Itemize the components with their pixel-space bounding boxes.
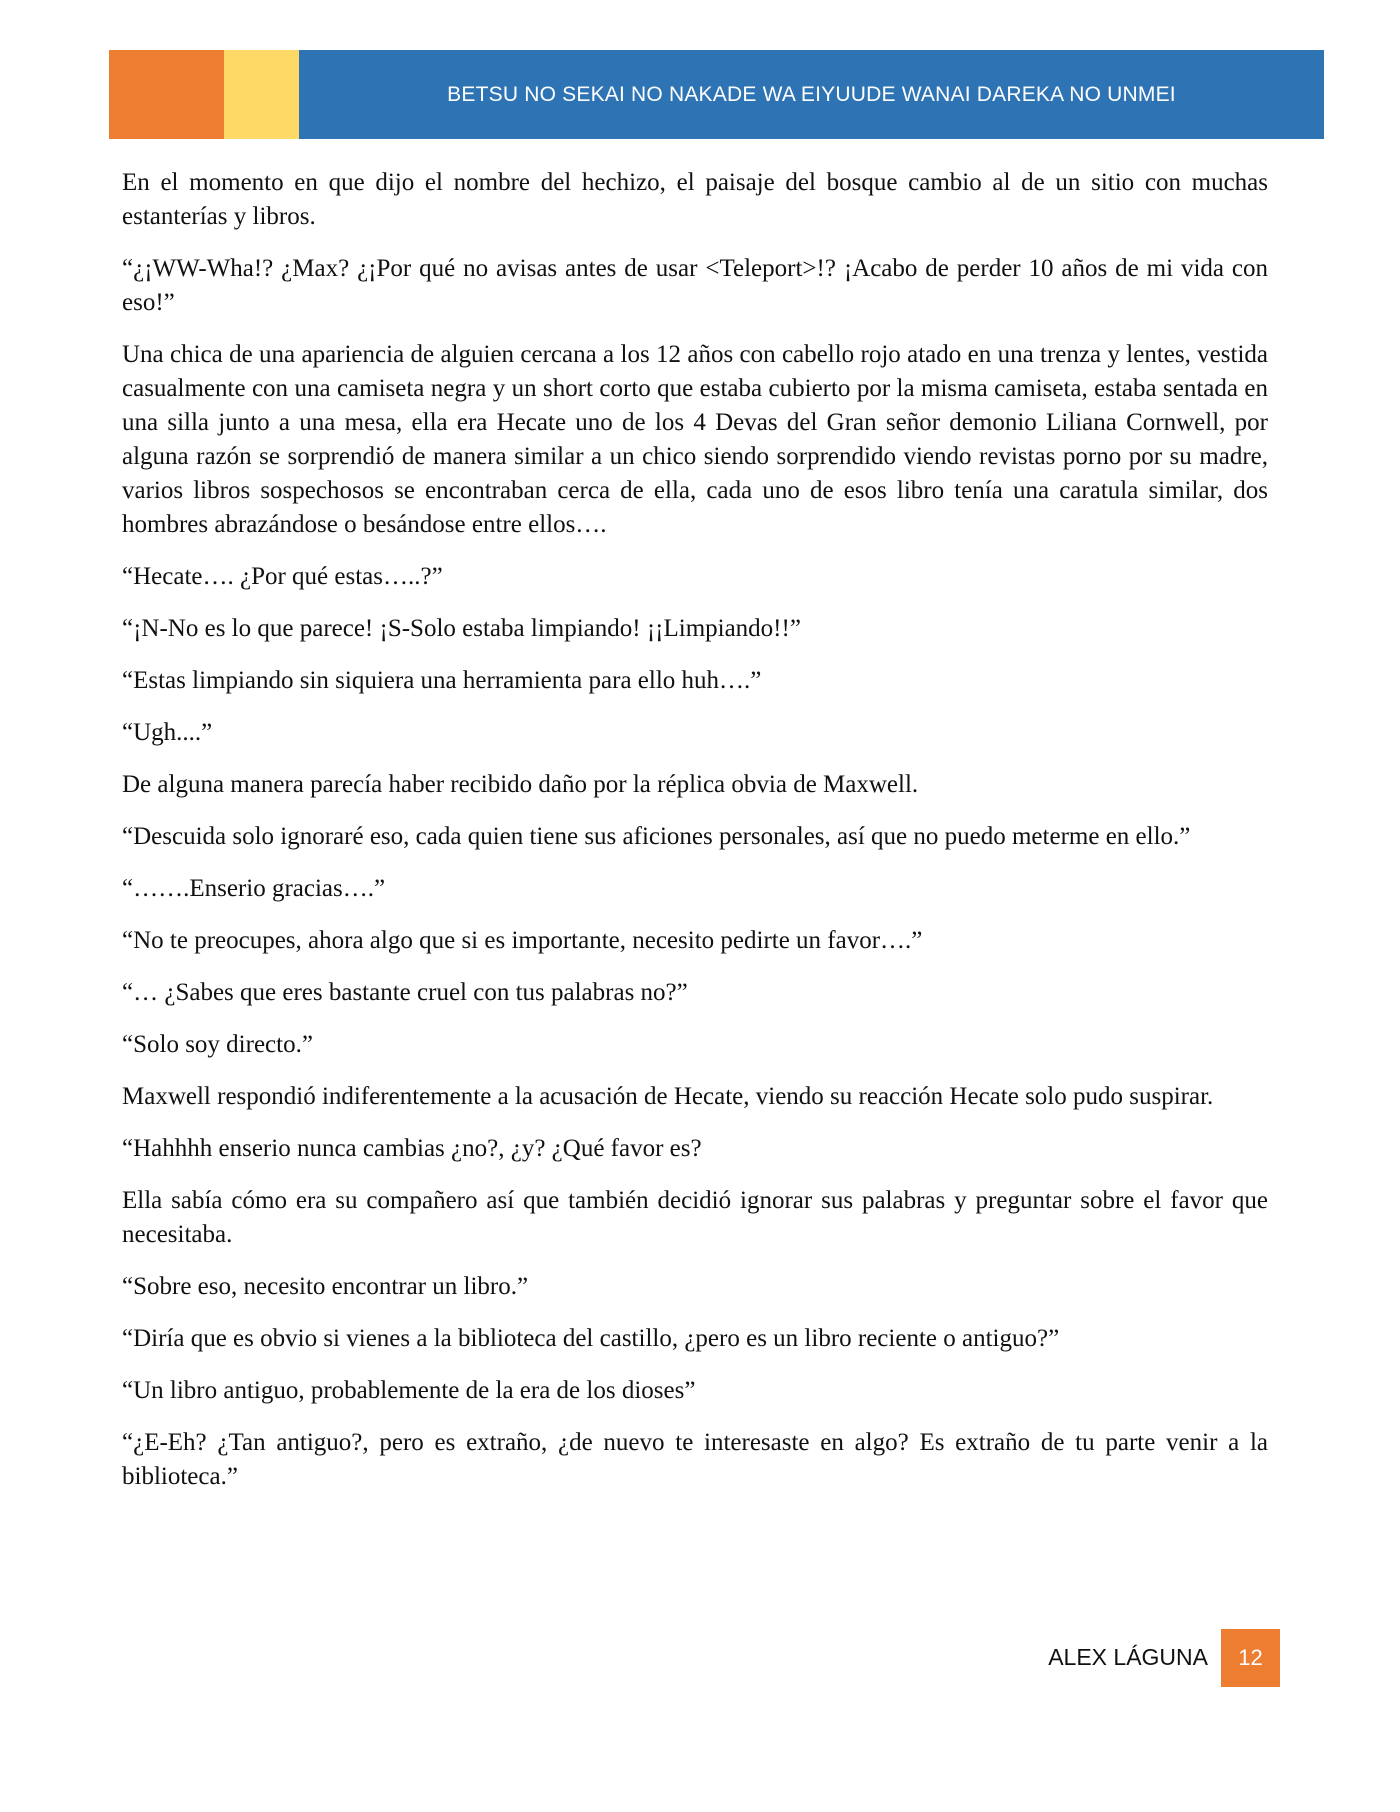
paragraph: “¿¡WW-Wha!? ¿Max? ¿¡Por qué no avisas antes de usar <Teleport>!? ¡Acabo de perder 10 años de mi vida con eso!”	[122, 255, 1268, 316]
paragraph: “Solo soy directo.”	[122, 1031, 313, 1058]
paragraph: “Diría que es obvio si vienes a la biblioteca del castillo, ¿pero es un libro reciente o antiguo?”	[122, 1325, 1060, 1352]
paragraph: “Un libro antiguo, probablemente de la era de los dioses”	[122, 1377, 696, 1404]
header-yellow-block	[224, 50, 299, 139]
paragraph: De alguna manera parecía haber recibido daño por la réplica obvia de Maxwell.	[122, 771, 919, 798]
paragraph: “No te preocupes, ahora algo que si es importante, necesito pedirte un favor….”	[122, 927, 923, 954]
paragraph: “Ugh....”	[122, 719, 213, 746]
paragraph: “¿E-Eh? ¿Tan antiguo?, pero es extraño, ¿de nuevo te interesaste en algo? Es extraño de tu parte venir a la biblioteca.”	[122, 1429, 1268, 1490]
header-title-bar	[299, 50, 1324, 139]
author-name: ALEX LÁGUNA	[1048, 1644, 1208, 1670]
paragraph: “… ¿Sabes que eres bastante cruel con tus palabras no?”	[122, 979, 688, 1006]
page-header	[109, 50, 1324, 139]
paragraph: En el momento en que dijo el nombre del hechizo, el paisaje del bosque cambio al de un sitio con muchas estanterías y libros.	[122, 169, 1268, 230]
paragraph: Una chica de una apariencia de alguien cercana a los 12 años con cabello rojo atado en una trenza y lentes, vestida casualmente con una camiseta negra y un short corto que estaba cubierto por la misma camiseta, estaba sentada en una silla junto a una mesa, ella era Hecate uno de los 4 Devas del Gran señor demonio Liliana Cornwell, por alguna razón se sorprendió de manera similar a un chico siendo sorprendido viendo revistas porno por su madre, varios libros sospechosos se encontraban cerca de ella, cada uno de esos libro tenía una caratula similar, dos hombres abrazándose o besándose entre ellos….	[122, 341, 1268, 538]
page-number: 12	[1238, 1645, 1263, 1670]
page-footer	[0, 1629, 1400, 1687]
paragraph: “Sobre eso, necesito encontrar un libro.”	[122, 1273, 529, 1300]
paragraph: Ella sabía cómo era su compañero así que también decidió ignorar sus palabras y preguntar sobre el favor que necesitaba.	[122, 1187, 1268, 1248]
page-number-badge	[1221, 1629, 1280, 1687]
paragraph: “Hecate…. ¿Por qué estas…..?”	[122, 563, 443, 590]
paragraph: “¡N-No es lo que parece! ¡S-Solo estaba limpiando! ¡¡Limpiando!!”	[122, 615, 801, 642]
paragraph: “Hahhhh enserio nunca cambias ¿no?, ¿y? ¿Qué favor es?	[122, 1135, 702, 1162]
paragraph: Maxwell respondió indiferentemente a la acusación de Hecate, viendo su reacción Hecate solo pudo suspirar.	[122, 1083, 1214, 1110]
header-title: BETSU NO SEKAI NO NAKADE WA EIYUUDE WANAI DAREKA NO UNMEI	[447, 82, 1176, 106]
header-orange-block	[109, 50, 224, 139]
paragraph: “Estas limpiando sin siquiera una herramienta para ello huh….”	[122, 667, 762, 694]
body-text	[122, 166, 1268, 1512]
paragraph: “…….Enserio gracias….”	[122, 875, 386, 902]
paragraph: “Descuida solo ignoraré eso, cada quien tiene sus aficiones personales, así que no puedo meterme en ello.”	[122, 823, 1191, 850]
